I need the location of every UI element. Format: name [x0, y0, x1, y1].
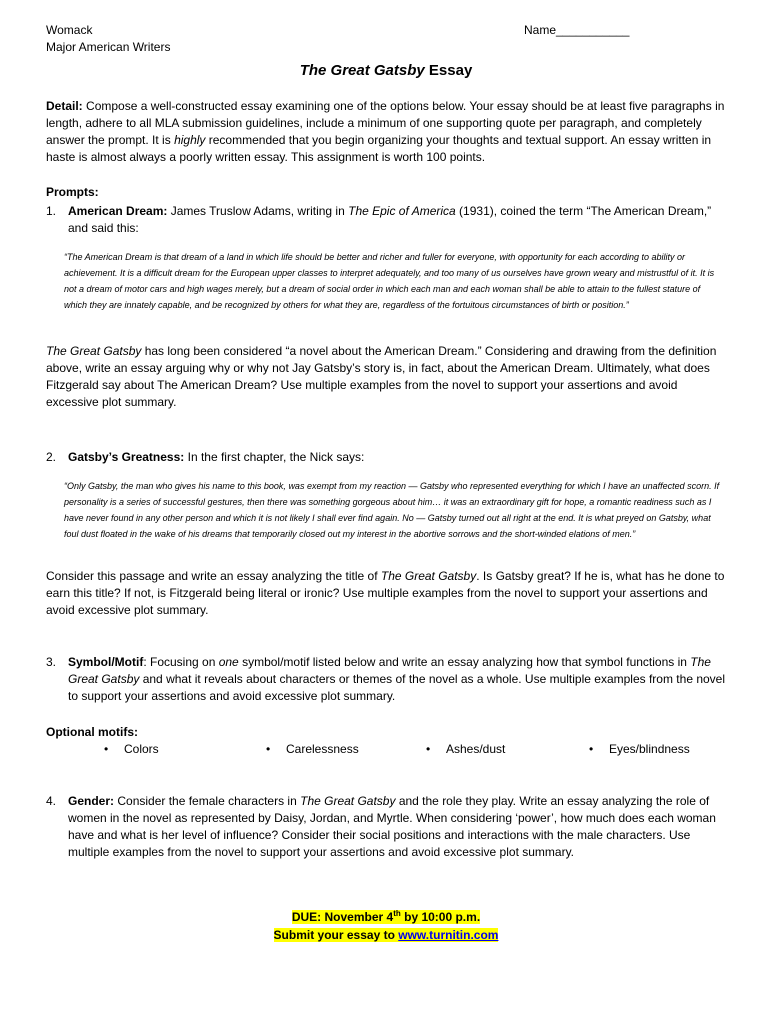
motif-item — [589, 741, 690, 758]
prompt-2-lead — [46, 449, 726, 466]
detail-text-1: Compose a well-constructed essay examining one of the options below. Your essay should be at least five paragraphs in length, adhere to all MLA submission guidelines, include a minimum of one supporting quote per paragraph, and completely answer the prompt. It is — [46, 99, 725, 147]
prompt-2-number: 2. — [46, 450, 57, 464]
prompt-3-text-2: symbol/motif listed below and write an essay analyzing how that symbol functions in — [238, 655, 691, 669]
prompt-2-body-text-1: Consider this passage and write an essay analyzing the title of — [46, 569, 381, 583]
motif-item — [426, 741, 505, 758]
due-suffix: by 10:00 p.m. — [400, 910, 481, 924]
motif-label: Carelessness — [286, 742, 359, 756]
prompts-heading: Prompts: — [46, 185, 99, 199]
motif-label: Ashes/dust — [446, 742, 506, 756]
submit-text — [274, 928, 499, 942]
detail-paragraph — [46, 98, 726, 166]
prompt-1-body — [46, 343, 726, 411]
prompt-3-label: Symbol/Motif — [68, 655, 144, 669]
bullet-icon: • — [266, 742, 271, 756]
bullet-icon: • — [589, 742, 594, 756]
motif-label: Eyes/blindness — [609, 742, 690, 756]
prompt-2-label: Gatsby’s Greatness: — [68, 450, 185, 464]
optional-motifs-heading: Optional motifs: — [46, 725, 138, 739]
prompt-3-number: 3. — [46, 655, 57, 669]
prompt-2-body-text-2: . Is Gatsby great? If he is, what has he done to earn this title? If not, is Fitzgerald being literal or ironic? Use multiple examples from the novel to support your assertions and avoid excessive plot summary. — [46, 569, 725, 617]
course-name: Major American Writers — [46, 40, 171, 54]
detail-text-2: recommended that you begin organizing your thoughts and textual support. An essay written in haste is almost always a poorly written essay. This assignment is worth 100 points. — [46, 133, 712, 164]
prompt-4-text-1: Consider the female characters in — [114, 794, 301, 808]
prompt-4-book: The Great Gatsby — [300, 794, 396, 808]
title-book: The Great Gatsby — [299, 62, 425, 79]
prompt-1-body-title: The Great Gatsby — [46, 344, 142, 358]
prompt-1-quote: “The American Dream is that dream of a land in which life should be better and richer and fuller for everyone, with opportunity for each according to ability or achievement. It is a difficult dream for the European upper classes to interpret adequately, and too many of us ourselves have grown weary and mistrustful of it. It is not a dream of motor cars and high wages merely, but a dream of social order in which each man and each woman shall be able to attain to the fullest stature of which they are innately capable, and be recognized by others for what they are, regardless of the fortuitous circumstances of birth or position.” — [64, 252, 715, 310]
prompt-2-lead-text: In the first chapter, the Nick says: — [184, 450, 365, 464]
prompt-1-lead — [46, 203, 726, 237]
prompt-1-book: The Epic of America — [348, 204, 456, 218]
prompt-1-label: American Dream: — [68, 204, 168, 218]
prompt-1-lead-text-1: James Truslow Adams, writing in — [167, 204, 349, 218]
bullet-icon: • — [104, 742, 109, 756]
submit-line — [46, 926, 726, 944]
prompt-2-quote: “Only Gatsby, the man who gives his name to this book, was exempt from my reaction — Gatsby who represented everything for which I have an unaffected scorn. If personality is a series of successful gestures, then there was something gorgeous about him… it was an extraordinary gift for hope, a romantic readiness such as I have never found in any other person and which it is not likely I shall ever find again. No — Gatsby turned out all right at the end. It is what preyed on Gatsby, what foul dust floated in the wake of his dreams that temporarily closed out my interest in the abortive sorrows and the short-winded elations of men.” — [64, 481, 720, 539]
teacher-name: Womack — [46, 23, 93, 37]
due-prefix: DUE: November 4 — [291, 910, 394, 924]
turnitin-link[interactable]: www.turnitin.com — [398, 928, 499, 942]
motif-item — [104, 741, 159, 758]
prompt-1-lead-text-2: (1931), coined the term “The American Dream,” and said this: — [68, 204, 712, 235]
prompt-4-number: 4. — [46, 794, 57, 808]
motif-item — [266, 741, 359, 758]
due-sup: th — [393, 909, 401, 918]
prompt-3-text-1: : Focusing on — [143, 655, 219, 669]
prompt-2-body-title: The Great Gatsby — [380, 569, 477, 583]
prompt-4 — [46, 793, 726, 861]
bullet-icon: • — [426, 742, 431, 756]
prompt-2-body — [46, 568, 726, 619]
prompt-1-body-text: has long been considered “a novel about the American Dream.” Considering and drawing from the definition above, write an essay arguing why or why not Jay Gatsby’s story is, in fact, about the American Dream. Ultimately, what does Fitzgerald say about The American Dream? Use multiple examples from the novel to support your assertions and avoid excessive plot summary. — [46, 344, 717, 409]
motifs-list — [46, 741, 726, 759]
due-date-text — [292, 910, 480, 924]
page-title — [46, 62, 726, 79]
due-date-line — [46, 908, 726, 926]
prompt-3-book: The Great Gatsby — [68, 655, 711, 686]
detail-label: Detail: — [46, 99, 83, 113]
prompt-4-label: Gender: — [68, 794, 115, 808]
header-left — [46, 22, 170, 56]
prompt-4-text-2: and the role they play. Write an essay analyzing the role of women in the novel as represented by Daisy, Jordan, and Myrtle. When considering ‘power’, how much does each woman have and what is her level of influence? Consider their social positions and interactions with the male characters. Use multiple examples from the novel to support your assertions and avoid excessive plot summary. — [68, 794, 716, 859]
title-rest: Essay — [424, 62, 473, 79]
submit-prefix: Submit your essay to — [273, 928, 399, 942]
detail-highly: highly — [174, 133, 206, 147]
motif-label: Colors — [124, 742, 159, 756]
prompt-3-text-3: and what it reveals about characters or themes of the novel as a whole. Use multiple examples from the novel to support your assertions and avoid excessive plot summary. — [68, 672, 726, 703]
student-name-line: Name___________ — [524, 23, 630, 37]
due-notice — [46, 908, 726, 944]
prompt-3-one: one — [218, 655, 239, 669]
prompt-1-number: 1. — [46, 204, 57, 218]
prompt-3 — [46, 654, 726, 705]
